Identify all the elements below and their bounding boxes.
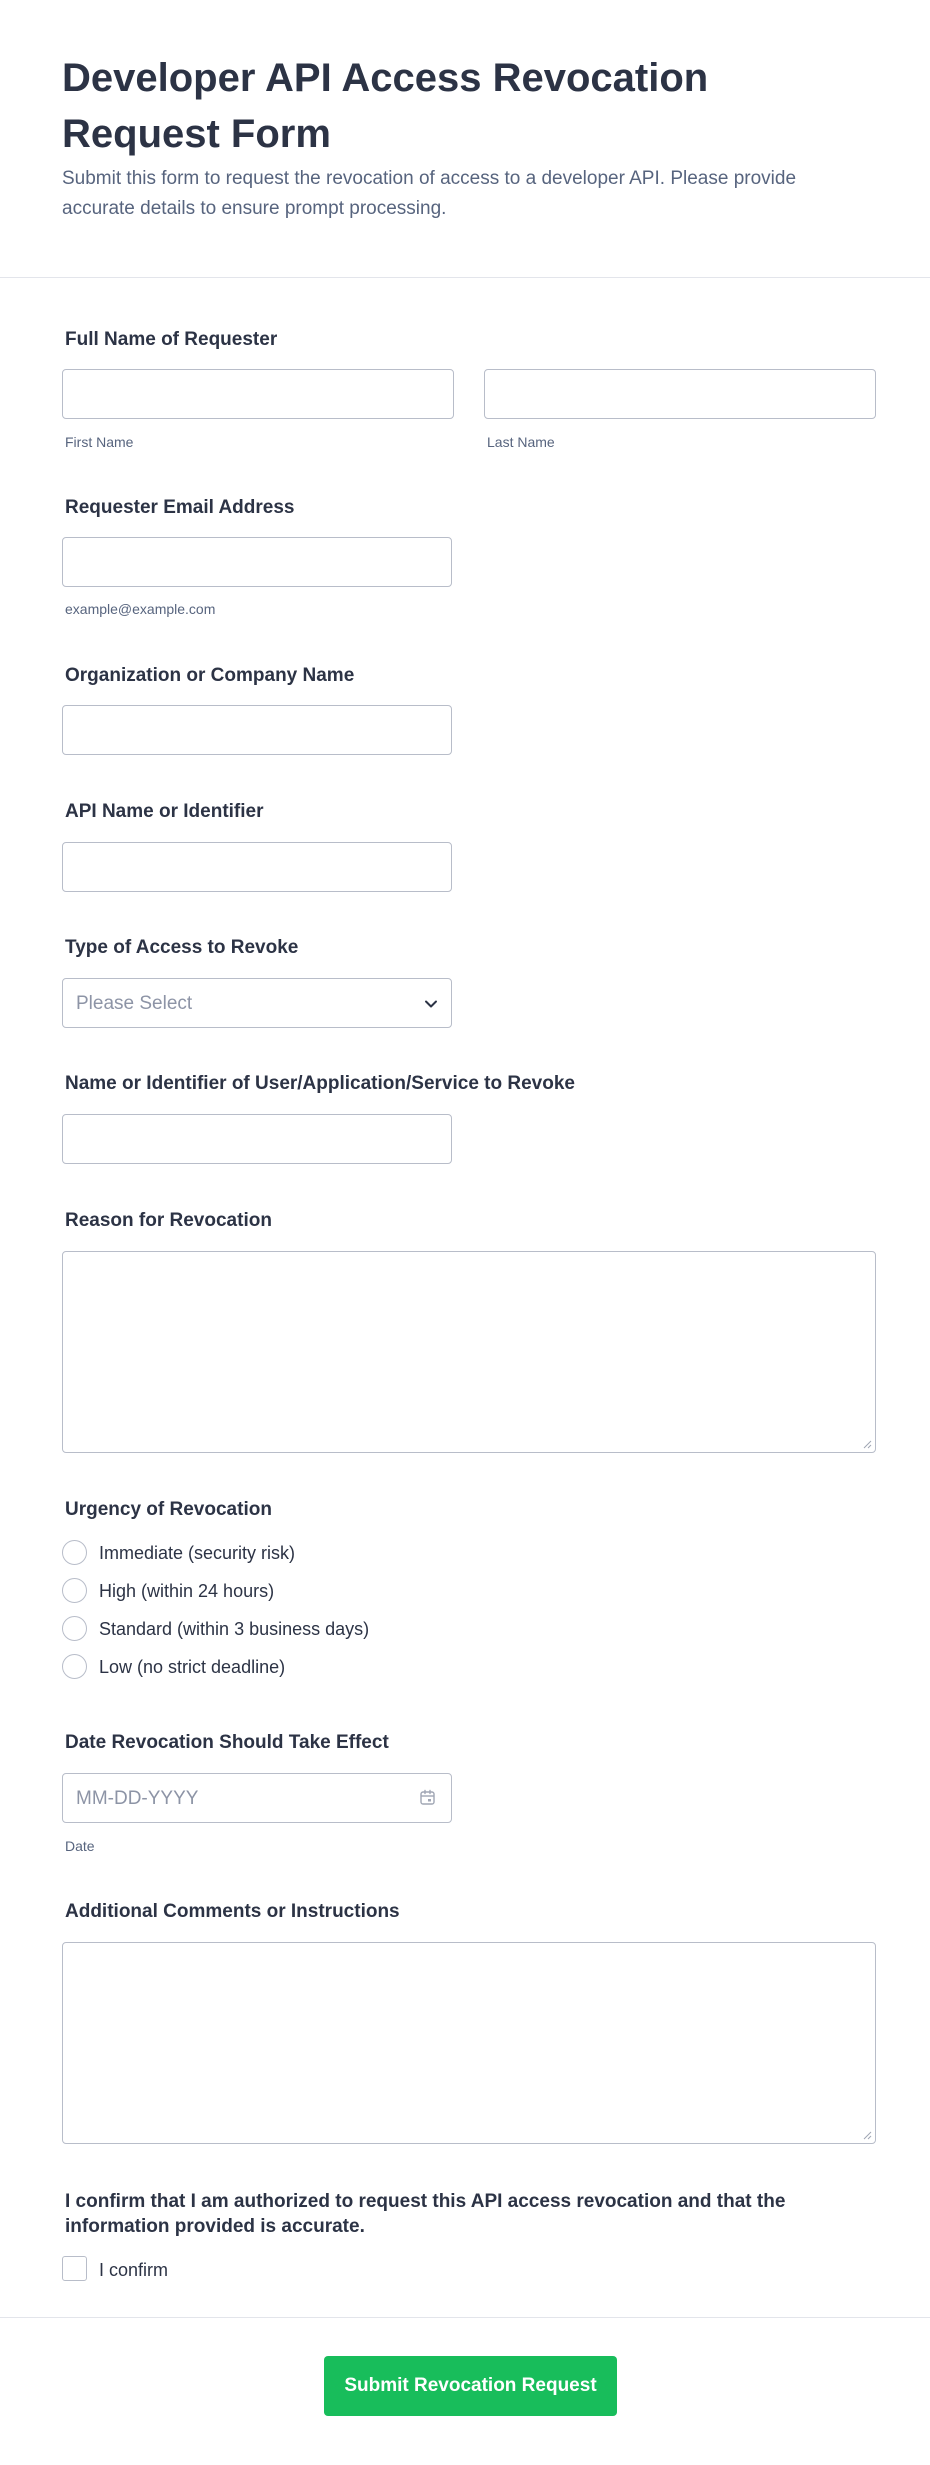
radio-button[interactable] <box>62 1654 87 1679</box>
calendar-icon[interactable] <box>419 1789 437 1807</box>
api-name-label: API Name or Identifier <box>65 801 264 822</box>
email-sublabel: example@example.com <box>65 601 216 617</box>
reason-label: Reason for Revocation <box>65 1210 272 1231</box>
effective-date-label: Date Revocation Should Take Effect <box>65 1732 389 1753</box>
reason-textarea[interactable] <box>62 1251 876 1453</box>
resize-grip-icon[interactable] <box>862 1439 872 1449</box>
target-input[interactable] <box>62 1114 452 1164</box>
radio-button[interactable] <box>62 1540 87 1565</box>
organization-label: Organization or Company Name <box>65 665 355 686</box>
full-name-label: Full Name of Requester <box>65 329 278 350</box>
urgency-option-label: Immediate (security risk) <box>99 1543 296 1563</box>
form-header <box>0 0 930 278</box>
resize-grip-icon[interactable] <box>862 2130 872 2140</box>
api-name-input[interactable] <box>62 842 452 892</box>
first-name-input[interactable] <box>62 369 454 419</box>
target-label: Name or Identifier of User/Application/Service to Revoke <box>65 1073 575 1094</box>
date-placeholder: MM-DD-YYYY <box>76 1788 199 1809</box>
access-type-label: Type of Access to Revoke <box>65 937 299 958</box>
radio-button[interactable] <box>62 1616 87 1641</box>
last-name-input[interactable] <box>484 369 876 419</box>
confirmation-label: I confirm that I am authorized to request this API access revocation and that the information provided is accurate. <box>65 2191 786 2237</box>
comments-textarea[interactable] <box>62 1942 876 2144</box>
urgency-option-label: Low (no strict deadline) <box>99 1657 286 1677</box>
chevron-down-icon <box>423 996 439 1012</box>
effective-date-input[interactable] <box>62 1773 452 1823</box>
email-input[interactable] <box>62 537 452 587</box>
first-name-sublabel: First Name <box>65 434 134 450</box>
confirm-checkbox[interactable] <box>62 2256 87 2281</box>
submit-button[interactable]: Submit Revocation Request <box>324 2356 617 2416</box>
last-name-sublabel: Last Name <box>487 434 555 450</box>
page-subtitle: Submit this form to request the revocation of access to a developer API. Please provide accurate details to ensure prompt processing. <box>62 168 797 219</box>
access-type-selected: Please Select <box>76 993 193 1014</box>
urgency-option-label: High (within 24 hours) <box>99 1581 275 1601</box>
comments-label: Additional Comments or Instructions <box>65 1901 400 1922</box>
urgency-label: Urgency of Revocation <box>65 1499 272 1520</box>
access-type-select[interactable] <box>62 978 452 1028</box>
confirm-checkbox-label[interactable]: I confirm <box>99 2260 169 2280</box>
page-title: Developer API Access Revocation Request Form <box>62 56 709 156</box>
email-label: Requester Email Address <box>65 497 295 518</box>
radio-button[interactable] <box>62 1578 87 1603</box>
organization-input[interactable] <box>62 705 452 755</box>
effective-date-sublabel: Date <box>65 1838 95 1854</box>
divider <box>0 2317 930 2318</box>
urgency-option-label: Standard (within 3 business days) <box>99 1619 370 1639</box>
